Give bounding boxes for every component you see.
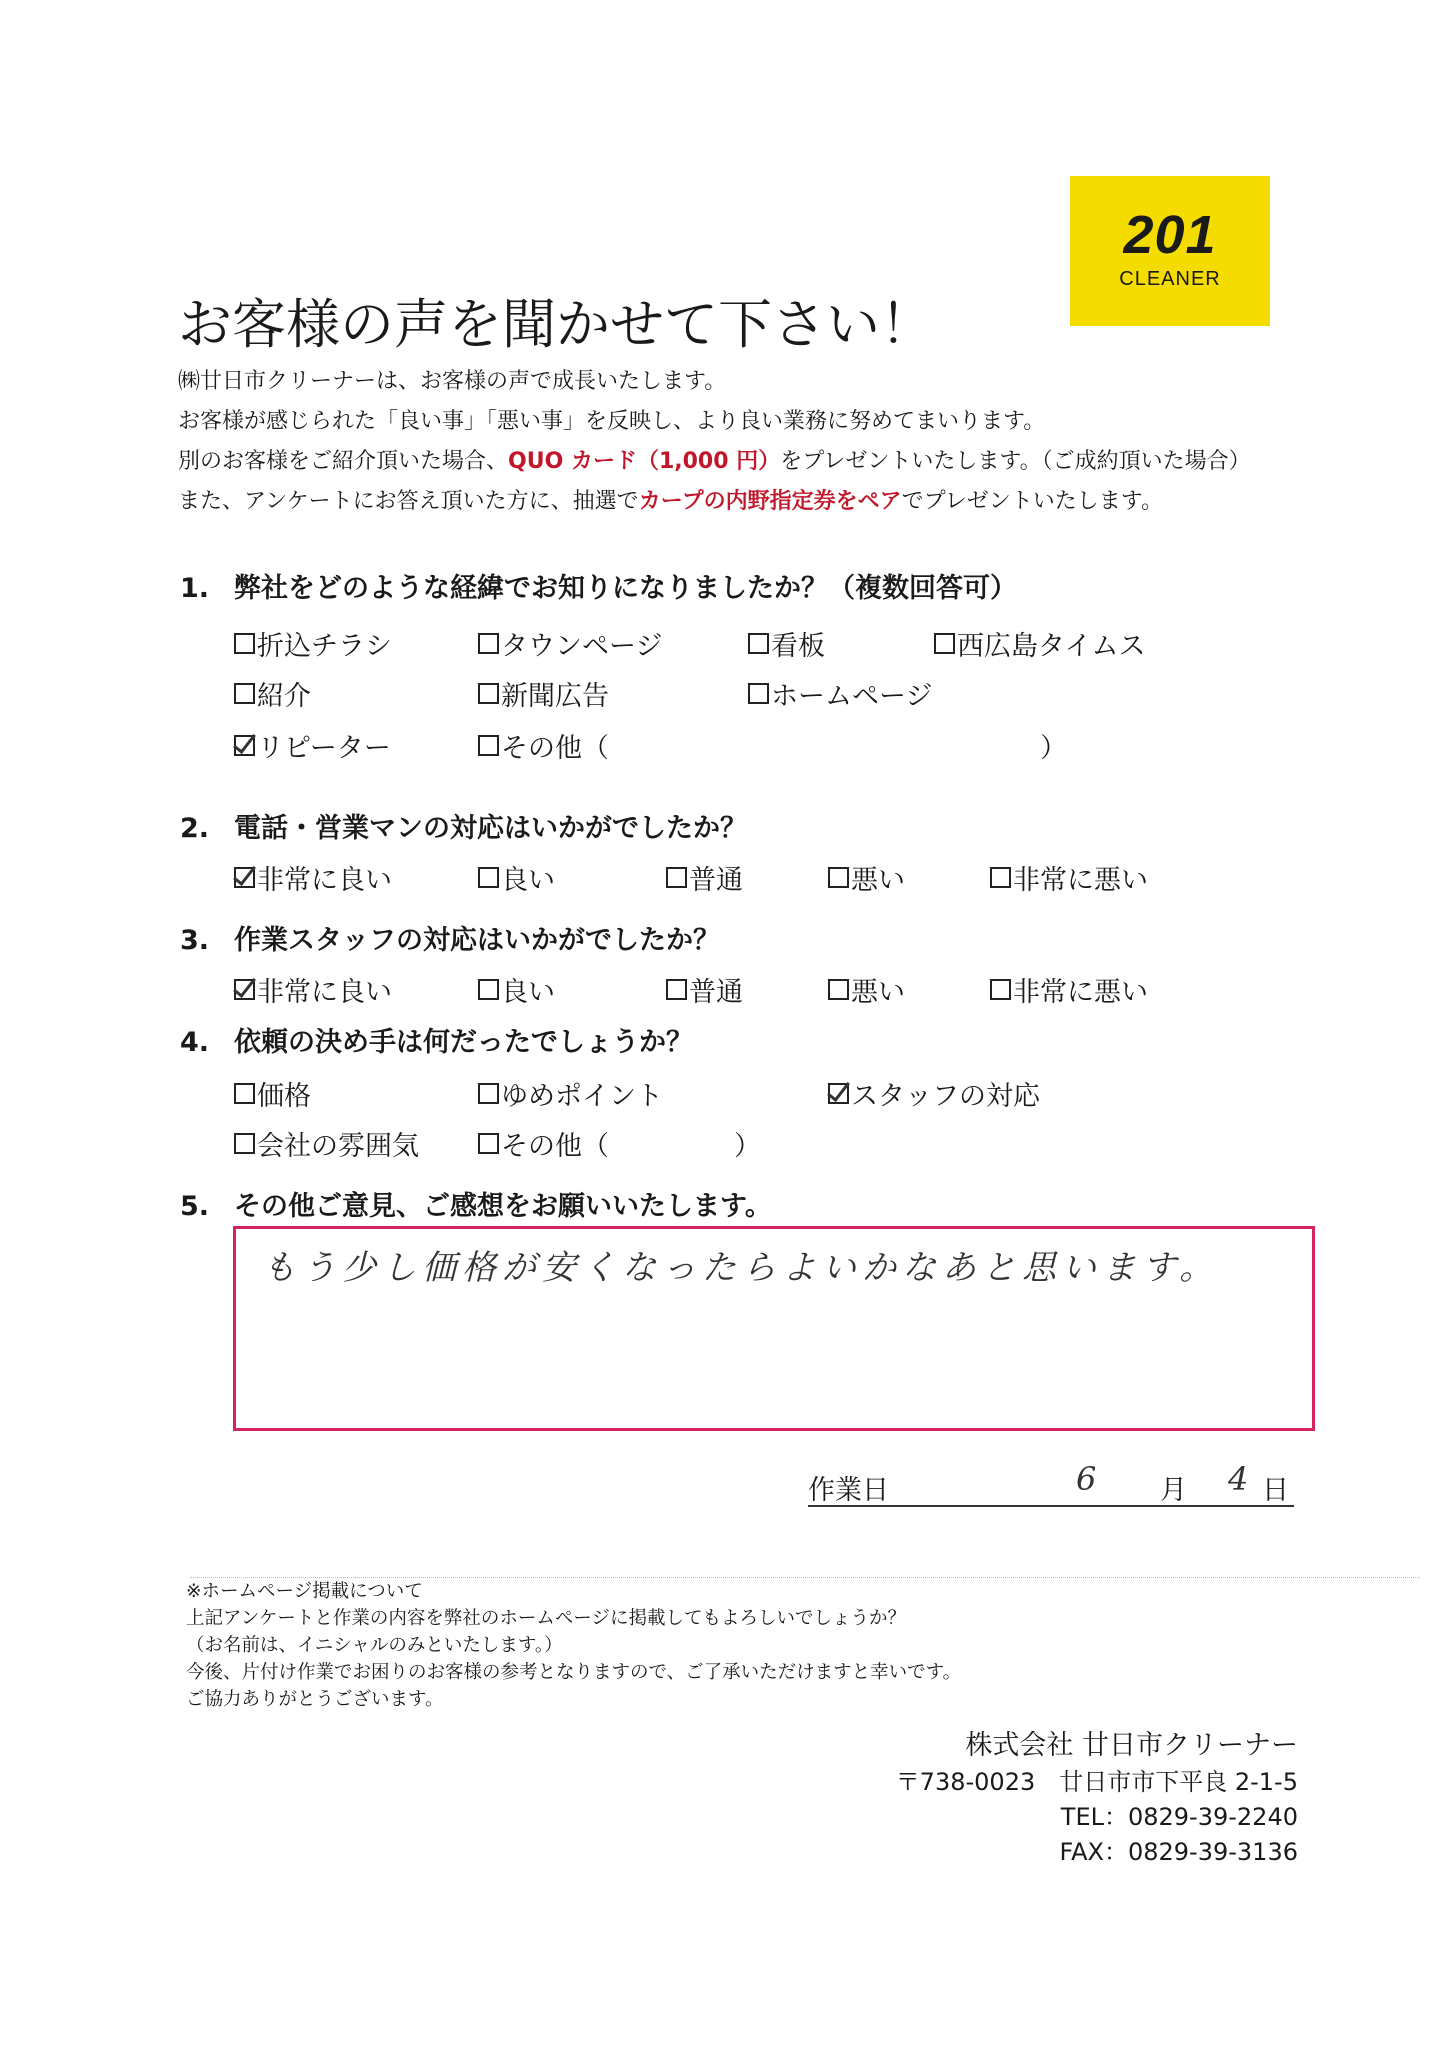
option-label: 普通 [689, 977, 743, 1008]
work-date-label: 作業日 [808, 1475, 889, 1506]
checkbox-icon[interactable] [234, 1133, 255, 1154]
checkbox-icon[interactable] [828, 867, 849, 888]
checkbox-icon[interactable] [934, 633, 955, 654]
q1-option[interactable] [478, 624, 662, 663]
option-label: タウンページ [501, 631, 663, 662]
intro-line-1: ㈱廿日市クリーナーは、お客様の声で成長いたします。 [178, 369, 727, 394]
question-text: 電話・営業マンの対応はいかがでしたか？ [234, 813, 747, 844]
option-label: その他（ [501, 733, 609, 764]
checkbox-icon[interactable] [478, 683, 499, 704]
checkbox-icon[interactable] [666, 867, 687, 888]
intro-line-4 [178, 484, 1163, 515]
question-3-heading [180, 918, 720, 957]
intro-line-4-post: でプレゼントいたします。 [901, 489, 1163, 514]
q2-option[interactable] [828, 858, 905, 897]
question-text: 作業スタッフの対応はいかがでしたか？ [234, 925, 720, 956]
option-label: 非常に悪い [1013, 977, 1148, 1008]
q1-option[interactable] [748, 624, 825, 663]
work-date-day: 4 [1228, 1460, 1249, 1498]
intro-line-3-post: をプレゼントいたします。（ご成約頂いた場合） [780, 449, 1251, 474]
checked-checkbox-icon[interactable] [234, 735, 255, 756]
q3-option[interactable] [990, 970, 1148, 1009]
checkbox-icon[interactable] [990, 867, 1011, 888]
checkbox-icon[interactable] [478, 1083, 499, 1104]
checkbox-icon[interactable] [748, 633, 769, 654]
notice-line: ご協力ありがとうございます。 [186, 1689, 444, 1710]
option-label: 悪い [851, 977, 905, 1008]
option-label: ゆめポイント [501, 1081, 663, 1112]
option-label: 折込チラシ [257, 631, 392, 662]
q1-option[interactable] [234, 726, 391, 765]
q4-option[interactable] [478, 1124, 609, 1163]
question-number: 1. [180, 573, 210, 604]
day-unit: 日 [1262, 1475, 1289, 1506]
q2-option[interactable] [234, 858, 392, 897]
company-name: 株式会社 廿日市クリーナー [965, 1730, 1298, 1761]
q3-option[interactable] [666, 970, 743, 1009]
question-text: 弊社をどのような経緯でお知りになりましたか？（複数回答可） [234, 573, 1017, 604]
checkbox-icon[interactable] [478, 735, 499, 756]
checkbox-icon[interactable] [478, 1133, 499, 1154]
option-label: 非常に良い [257, 865, 392, 896]
notice-line: ※ホームページ掲載について [186, 1581, 423, 1602]
checkbox-icon[interactable] [234, 683, 255, 704]
work-date-underline [808, 1505, 1294, 1507]
checkbox-icon[interactable] [478, 633, 499, 654]
company-address: 〒738-0023 廿日市市下平良 2-1-5 [895, 1768, 1298, 1796]
checkbox-icon[interactable] [990, 979, 1011, 1000]
option-label: 紹介 [257, 681, 311, 712]
logo-number: 201 [1123, 205, 1217, 265]
option-label: 非常に良い [257, 977, 392, 1008]
close-paren: ） [734, 1131, 761, 1162]
logo-word: CLEANER [1119, 268, 1221, 290]
option-label: スタッフの対応 [851, 1081, 1040, 1112]
q4-option[interactable] [478, 1074, 663, 1113]
question-text: その他ご意見、ご感想をお願いいたします。 [234, 1191, 772, 1222]
q1-option[interactable] [478, 726, 609, 765]
company-tel: TEL：0829-39-2240 [1060, 1803, 1298, 1831]
q1-option[interactable] [748, 674, 932, 713]
question-number: 4. [180, 1027, 210, 1058]
q2-option[interactable] [478, 858, 555, 897]
q3-option[interactable] [828, 970, 905, 1009]
q4-option[interactable] [234, 1124, 419, 1163]
question-number: 5. [180, 1191, 210, 1222]
option-label: 会社の雰囲気 [257, 1131, 419, 1162]
option-label: 悪い [851, 865, 905, 896]
checkbox-icon[interactable] [666, 979, 687, 1000]
work-date-month: 6 [1076, 1460, 1097, 1498]
checked-checkbox-icon[interactable] [828, 1083, 849, 1104]
question-number: 2. [180, 813, 210, 844]
intro-line-3 [178, 444, 1251, 475]
notice-line: （お名前は、イニシャルのみといたします。） [186, 1635, 563, 1656]
company-logo [1070, 176, 1270, 326]
option-label: リピーター [257, 733, 391, 764]
checkbox-icon[interactable] [234, 633, 255, 654]
month-unit: 月 [1160, 1475, 1187, 1506]
option-label: その他（ [501, 1131, 609, 1162]
company-fax: FAX：0829-39-3136 [1059, 1838, 1298, 1866]
checkbox-icon[interactable] [478, 979, 499, 1000]
question-text: 依頼の決め手は何だったでしょうか？ [234, 1027, 693, 1058]
question-2-heading [180, 806, 747, 845]
intro-line-2: お客様が感じられた「良い事」「悪い事」を反映し、より良い業務に努めてまいります。 [178, 409, 1046, 434]
q3-option[interactable] [478, 970, 555, 1009]
homepage-notice [186, 1578, 961, 1713]
q1-option[interactable] [234, 674, 311, 713]
quo-card-highlight: QUO カード（1,000 円） [508, 449, 781, 474]
checked-checkbox-icon[interactable] [234, 867, 255, 888]
handwritten-comment: もう少し価格が安くなったらよいかなあと思います。 [262, 1248, 1220, 1288]
q1-option[interactable] [234, 624, 392, 663]
notice-line: 上記アンケートと作業の内容を弊社のホームページに掲載してもよろしいでしょうか？ [186, 1608, 907, 1629]
option-label: 良い [501, 865, 555, 896]
carp-ticket-highlight: カープの内野指定券をペア [638, 489, 902, 514]
checkbox-icon[interactable] [748, 683, 769, 704]
intro-line-3-pre: 別のお客様をご紹介頂いた場合、 [178, 449, 509, 474]
checkbox-icon[interactable] [828, 979, 849, 1000]
option-label: 新聞広告 [501, 681, 609, 712]
checked-checkbox-icon[interactable] [234, 979, 255, 1000]
question-5-heading [180, 1184, 772, 1223]
question-4-heading [180, 1020, 693, 1059]
option-label: 普通 [689, 865, 743, 896]
option-label: 西広島タイムス [957, 631, 1146, 662]
option-label: 非常に悪い [1013, 865, 1148, 896]
option-label: 看板 [771, 631, 825, 662]
question-number: 3. [180, 925, 210, 956]
checkbox-icon[interactable] [234, 1083, 255, 1104]
q4-option[interactable] [828, 1074, 1040, 1113]
q1-option[interactable] [478, 674, 609, 713]
option-label: ホームページ [771, 681, 933, 712]
checkbox-icon[interactable] [478, 867, 499, 888]
q2-option[interactable] [990, 858, 1148, 897]
q1-option[interactable] [934, 624, 1145, 663]
q2-option[interactable] [666, 858, 743, 897]
page-title: お客様の声を聞かせて下さい！ [178, 293, 934, 356]
q4-option[interactable] [234, 1074, 311, 1113]
q3-option[interactable] [234, 970, 392, 1009]
intro-line-4-pre: また、アンケートにお答え頂いた方に、抽選で [178, 489, 639, 514]
notice-line: 今後、片付け作業でお困りのお客様の参考となりますので、ご了承いただけますと幸いです。 [186, 1662, 962, 1683]
question-1-heading [180, 566, 1017, 605]
option-label: 価格 [257, 1081, 311, 1112]
close-paren: ） [1040, 733, 1067, 764]
option-label: 良い [501, 977, 555, 1008]
